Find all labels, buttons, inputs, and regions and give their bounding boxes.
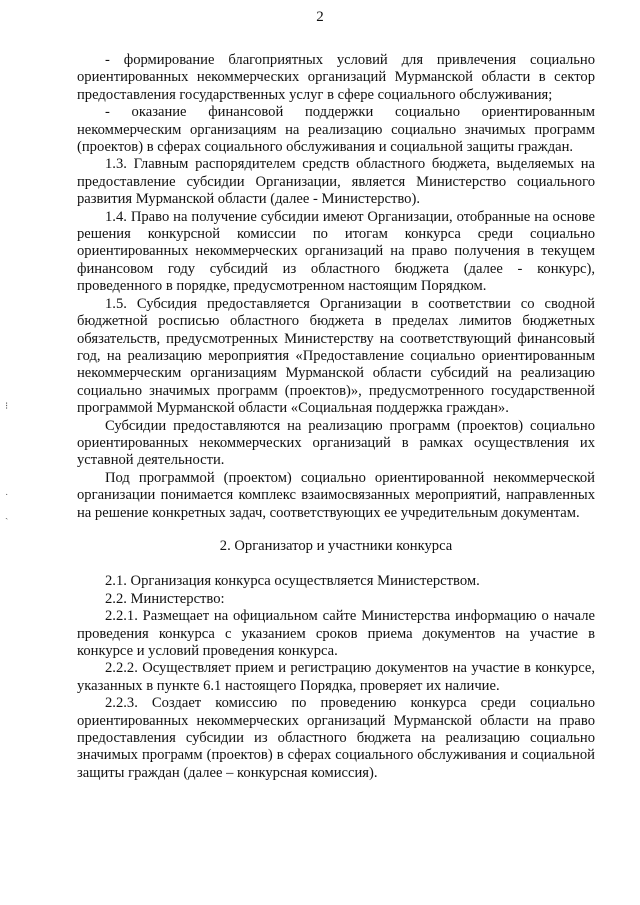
paragraph-program-definition: Под программой (проектом) социально ориентированной некоммерческой организации понимается комплекс взаимосвязанных мероприятий, направленных на решение конкретных задач, соответствующих ее учредительным документам. [77, 469, 595, 521]
document-body [77, 52, 595, 782]
margin-mark: ˎ [5, 509, 9, 520]
margin-mark: ˙ [5, 493, 9, 504]
paragraph-2-2-3: 2.2.3. Создает комиссию по проведению конкурса среди социально ориентированных некоммерческих организаций Мурманской области на право предоставления субсидии из областного бюджета на реализацию социально значимых программ (проектов) в сферах социального обслуживания и социальной защиты граждан (далее – конкурсная комиссия). [77, 695, 595, 781]
paragraph-bullet-1: - формирование благоприятных условий для привлечения социально ориентированных некоммерческих организаций Мурманской области в сектор предоставления государственных услуг в сфере социального обслуживания; [77, 52, 595, 103]
paragraph-2-2-1: 2.2.1. Размещает на официальном сайте Министерства информацию о начале проведения конкурса с указанием сроков приема документов на участие в конкурсе и условий проведения конкурса. [77, 608, 595, 659]
paragraph-1-4: 1.4. Право на получение субсидии имеют Организации, отобранные на основе решения конкурсной комиссии по итогам конкурса среди социально ориентированных некоммерческих организаций на право получения в текущем финансовом году субсидий из областного бюджета (далее - конкурс), проведенного в порядке, предусмотренном настоящим Порядком. [77, 208, 595, 295]
section-heading: 2. Организатор и участники конкурса [219, 537, 453, 554]
paragraph-1-5: 1.5. Субсидия предоставляется Организации в соответствии со сводной бюджетной росписью областного бюджета в пределах лимитов бюджетных обязательств, предусмотренных Министерству на соответствующий финансовый год, на реализацию мероприятия «Предоставление социально ориентированным некоммерческим организациям Мурманской области субсидий на реализацию социально значимых программ (проектов)», предусмотренного государственной программой Мурманской области «Социальная поддержка граждан». [77, 295, 595, 417]
paragraph-1-3: 1.3. Главным распорядителем средств областного бюджета, выделяемых на предоставление субсидии Организации, является Министерство социального развития Мурманской области (далее - Министерство). [77, 156, 595, 208]
paragraph-2-2: 2.2. Министерство: [105, 590, 225, 607]
paragraph-bullet-2: - оказание финансовой поддержки социально ориентированным некоммерческим организациям на реализацию социально значимых программ (проектов) в сферах социального обслуживания и социальной защиты граждан. [77, 104, 595, 156]
paragraph-subsidies: Субсидии предоставляются на реализацию программ (проектов) социально ориентированных некоммерческих организаций в рамках осуществления их уставной деятельности. [77, 417, 595, 469]
paragraph-2-2-2: 2.2.2. Осуществляет прием и регистрацию документов на участие в конкурсе, указанных в пункте 6.1 настоящего Порядка, проверяет их наличие. [77, 660, 595, 694]
margin-mark: ⁝ [5, 401, 9, 412]
paragraph-2-1: 2.1. Организация конкурса осуществляется Министерством. [105, 573, 480, 590]
page-number: 2 [316, 9, 324, 25]
